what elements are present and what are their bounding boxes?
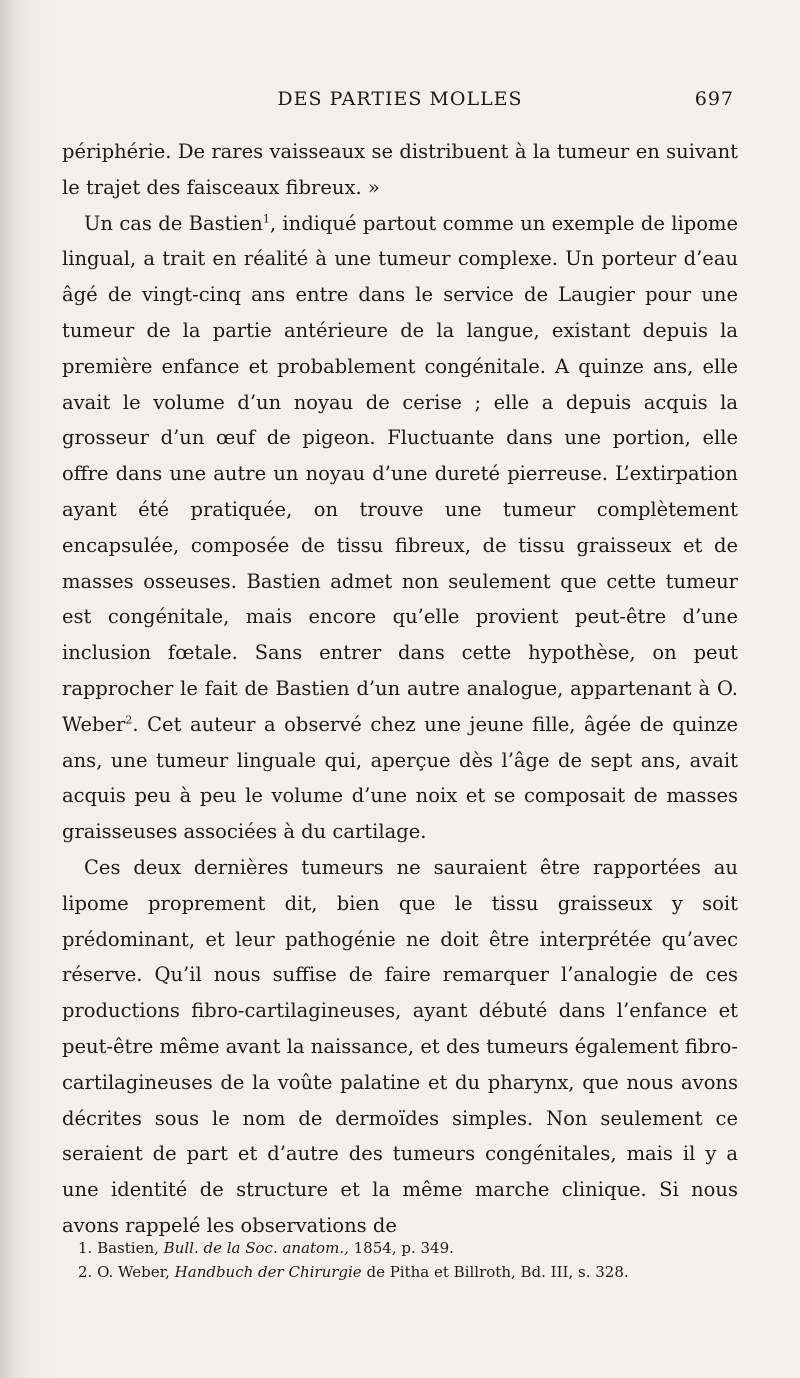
footnote-details: de Pitha et Billroth, Bd. III, s. 328. <box>366 1263 629 1281</box>
main-text <box>62 134 738 1244</box>
footnote-details: 1854, p. 349. <box>353 1239 454 1257</box>
footnote-title: Bull. de la Soc. anatom., <box>163 1239 349 1257</box>
paragraph-text: Un cas de Bastien <box>84 211 263 235</box>
footnote-1 <box>62 1236 742 1260</box>
footnote-author: Bastien, <box>97 1239 159 1257</box>
paragraph-continued <box>62 134 738 206</box>
paragraph-text: Ces deux dernières tumeurs ne sauraient être rapportées au lipome proprement dit, bien que le tissu graisseux y soit prédominant, et leur pathogénie ne doit être interprétée qu’avec réserve. Qu’il nous suffise de faire remarquer l’analogie de ces productions fibro-cartilagineuses, ayant débuté dans l’enfance et peut-être même avant la naissance, et des tumeurs également fibro-cartilagineuses de la voûte palatine et du pharynx, que nous avons décrites sous le nom de dermoïdes simples. Non seulement ce seraient de part et d’autre des tumeurs congénitales, mais il y a une identité de structure et la même marche clinique. Si nous avons rappelé les observations de <box>62 855 738 1237</box>
footnote-title: Handbuch der Chirurgie <box>174 1263 362 1281</box>
footnote-2 <box>62 1260 742 1284</box>
paragraph-text: périphérie. De rares vaisseaux se distribuent à la tumeur en suivant le trajet des faisceaux fibreux. » <box>62 140 738 199</box>
footnote-number: 1. <box>78 1239 93 1257</box>
footnote-author: O. Weber, <box>97 1263 170 1281</box>
paragraph-text: . Cet auteur a observé chez une jeune fille, âgée de quinze ans, une tumeur linguale qui, aperçue dès l’âge de sept ans, avait acquis peu à peu le volume d’une noix et se composait de masses graisseuses associées à du cartilage. <box>62 712 738 844</box>
page-number: 697 <box>694 88 734 110</box>
footnote-number: 2. <box>78 1263 93 1281</box>
footnote-ref-2[interactable]: 2 <box>125 713 133 727</box>
paragraph-bastien-case <box>62 206 738 850</box>
paragraph-analysis <box>62 850 738 1244</box>
page-header <box>0 88 800 118</box>
paragraph-text: , indiqué partout comme un exemple de lipome lingual, a trait en réalité à une tumeur complexe. Un porteur d’eau âgé de vingt-cinq ans entre dans le service de Laugier pour une tumeur de la partie antérieure de la langue, existant depuis la première enfance et probablement congénitale. A quinze ans, elle avait le volume d’un noyau de cerise ; elle a depuis acquis la grosseur d’un œuf de pigeon. Fluctuante dans une portion, elle offre dans une autre un noyau d’une dureté pierreuse. L’extirpation ayant été pratiquée, on trouve une tumeur complètement encapsulée, composée de tissu fibreux, de tissu graisseux et de masses osseuses. Bastien admet non seulement que cette tumeur est congénitale, mais encore qu’elle provient peut-être d’une inclusion fœtale. Sans entrer dans cette hypothèse, on peut rapprocher le fait de Bastien d’un autre analogue, appartenant à O. Weber <box>62 211 738 736</box>
running-title: DES PARTIES MOLLES <box>277 88 523 110</box>
footnote-ref-1[interactable]: 1 <box>262 212 270 226</box>
footnotes <box>62 1236 742 1284</box>
